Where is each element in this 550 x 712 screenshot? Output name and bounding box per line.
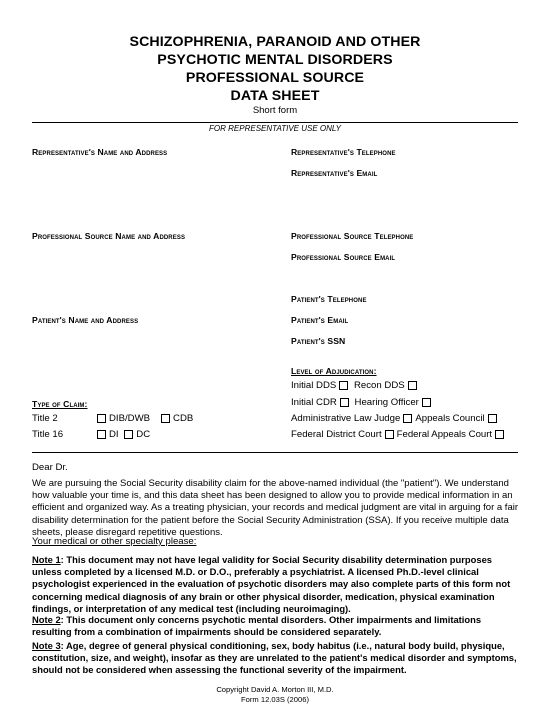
appeals-council-label: Appeals Council [415,413,485,424]
source-name-address-label: Professional Source Name and Address [32,231,186,241]
adjudication-row-2 [291,397,434,408]
form-subtitle: Short form [252,105,298,116]
salutation: Dear Dr. [32,462,68,473]
rep-name-address-label: Representative's Name and Address [32,147,168,157]
title-16-label: Title 16 [32,429,64,440]
note-3-text: : Age, degree of general physical conditioning, sex, body habitus (i.e., natural body build, physique, constitution, size, and weight), insofar as they are unrelated to the patient's medical disorder and symptoms, should not be considered when assessing the functional severity of the impairment. [32,640,517,676]
initial-cdr-label: Initial CDR [291,397,337,408]
patient-name-address-label: Patient's Name and Address [32,315,139,325]
alj-checkbox[interactable] [403,414,412,423]
federal-appeals-court-label: Federal Appeals Court [396,429,493,440]
form-title-line-4: DATA SHEET [230,88,320,104]
note-2-text: : This document only concerns psychotic mental disorders. Other impairments and limitations resulting from a combination of impairments should be considered separately. [32,614,482,638]
recon-dds-label: Recon DDS [354,380,405,391]
alj-label: Administrative Law Judge [291,413,401,424]
appeals-council-checkbox[interactable] [488,414,497,423]
dib-dwb-checkbox[interactable] [97,414,106,423]
initial-cdr-checkbox[interactable] [340,398,349,407]
adjudication-row-1 [291,380,420,391]
intro-paragraph: We are pursuing the Social Security disability claim for the above-named individual (the "patient"). We understand how valuable your time is, and this data sheet has been designed to allow you to provide medical information in an efficient and organized way. As a treating physician, your records and medical judgment are vital in arguing for a fair disability determination for the patient before the Social Security Administration (SSA). If you receive multiple data sheets, please disregard repetitive questions. [32,478,518,538]
federal-district-court-checkbox[interactable] [385,430,394,439]
form-title-line-3: PROFESSIONAL SOURCE [185,70,365,86]
di-checkbox[interactable] [97,430,106,439]
federal-district-court-label: Federal District Court [291,429,382,440]
note-2-label: Note 2 [32,614,61,625]
specialty-prompt: Your medical or other specialty please: [32,536,197,547]
dib-dwb-label: DIB/DWB [109,413,151,424]
note-3 [32,640,522,677]
title-2-options [94,413,193,424]
adjudication-row-3 [291,413,500,424]
form-number: Form 12.03S (2006) [241,694,309,704]
adjudication-heading: Level of Adjudication: [291,366,377,376]
initial-dds-label: Initial DDS [291,380,337,391]
top-divider [32,122,518,123]
source-email-label: Professional Source Email [291,252,396,262]
hearing-officer-label: Hearing Officer [354,397,419,408]
federal-appeals-court-checkbox[interactable] [495,430,504,439]
footer [0,685,550,704]
title-2-label: Title 2 [32,413,58,424]
middle-divider [32,452,518,453]
cdb-checkbox[interactable] [161,414,170,423]
form-header [0,33,550,117]
claim-type-heading: Type of Claim: [32,399,88,409]
note-1-text: : This document may not have legal validity for Social Security disability determination purposes unless completed by a licensed M.D. or D.O., preferably a psychiatrist. A licensed Ph.D.-level clinical psychologist experienced in the evaluation of psychotic disorders may also complete parts of this form not concerning medical diagnosis of any brain or other physical disorder, medication, physical examination findings, or interpretation of any medical test (including neuroimaging). [32,554,511,614]
dc-checkbox[interactable] [124,430,133,439]
note-3-label: Note 3 [32,640,61,651]
di-label: DI [109,429,119,440]
note-1-label: Note 1 [32,554,61,565]
recon-dds-checkbox[interactable] [408,381,417,390]
cdb-label: CDB [173,413,194,424]
patient-telephone-label: Patient's Telephone [291,294,367,304]
adjudication-row-4 [291,429,507,440]
patient-email-label: Patient's Email [291,315,349,325]
initial-dds-checkbox[interactable] [339,381,348,390]
title-16-options [94,429,150,440]
form-title-line-2: PSYCHOTIC MENTAL DISORDERS [157,52,393,68]
dc-label: DC [136,429,151,440]
representative-use-label: FOR REPRESENTATIVE USE ONLY [209,124,341,133]
rep-telephone-label: Representative's Telephone [291,147,396,157]
copyright-line: Copyright David A. Morton III, M.D. [216,685,334,694]
note-1 [32,554,522,615]
source-telephone-label: Professional Source Telephone [291,231,414,241]
form-title-line-1: SCHIZOPHRENIA, PARANOID AND OTHER [129,34,421,50]
hearing-officer-checkbox[interactable] [422,398,431,407]
rep-email-label: Representative's Email [291,168,378,178]
patient-ssn-label: Patient's SSN [291,336,346,346]
note-2 [32,614,522,638]
